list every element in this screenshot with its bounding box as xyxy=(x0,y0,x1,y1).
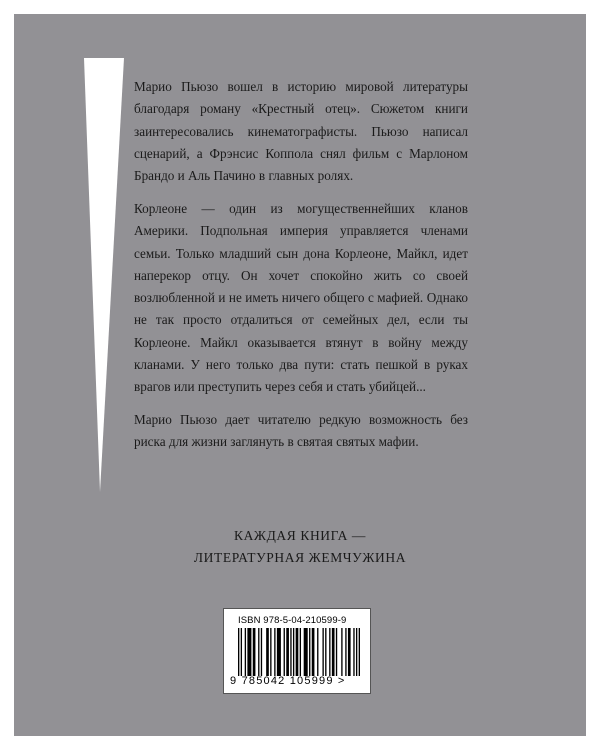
description-paragraph-2: Корлеоне — один из могущественнейших кланов Америки. Подпольная империя управляется членами семьи. Только младший сын дона Корлеоне, Майкл, идет наперекор отцу. Он хочет спокойно жить со своей возлюбленной и не иметь ничего общего с мафией. Однако не так просто отдалиться от семейных дел, если ты Корлеоне. Майкл оказывается втянут в войну между кланами. У него только два пути: стать пешкой в руках врагов или преступить через себя и стать убийцей... xyxy=(134,201,468,395)
barcode-bars xyxy=(238,628,360,676)
series-slogan-line-1: КАЖДАЯ КНИГА — xyxy=(233,528,367,543)
isbn-label: ISBN 978-5-04-210599-9 xyxy=(238,615,347,626)
description-paragraph-3: Марио Пьюзо дает читателю редкую возможность без риска для жизни заглянуть в святая святых мафии. xyxy=(134,412,468,450)
barcode-digits: 9 785042 105999 > xyxy=(230,675,346,687)
series-slogan-line-2: ЛИТЕРАТУРНАЯ ЖЕМЧУЖИНА xyxy=(193,550,407,565)
description-paragraph-1: Марио Пьюзо вошел в историю мировой литературы благодаря роману «Крестный отец». Сюжетом книги заинтересовались кинематографисты. Пьюзо написал сценарий, а Фрэнсис Коппола снял фильм с Марлоном Брандо и Аль Пачино в главных ролях. xyxy=(134,79,468,184)
barcode-panel xyxy=(223,608,371,694)
